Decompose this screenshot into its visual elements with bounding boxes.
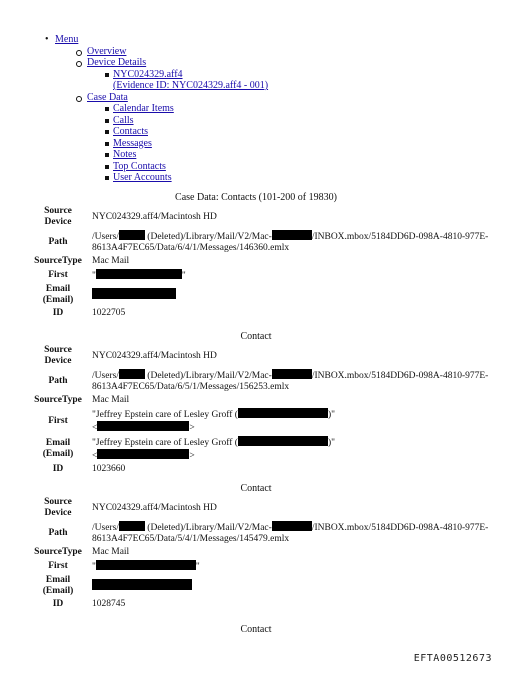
email-value: "Jeffrey Epstein care of Lesley Groff ( )" < > (92, 438, 336, 461)
redaction-box (272, 521, 312, 531)
navigation-menu (45, 34, 485, 184)
path-value: /Users/ (Deleted)/Library/Mail/V2/Mac- /INBOX.mbox/5184DD6D-098A-4810-977E-8613A4F7EC65/Data/6/4/1/Messages/146360.emlx (92, 232, 489, 253)
table-row (30, 283, 500, 307)
id-label: ID (52, 599, 64, 609)
email-value (89, 574, 500, 598)
redaction-box (238, 408, 328, 418)
redaction-box (119, 521, 145, 531)
menu-item-evidence (105, 69, 485, 92)
redaction-box (92, 579, 192, 590)
email-value (89, 283, 500, 307)
contact-record-1 (30, 205, 500, 320)
table-row (30, 368, 500, 394)
table-row (30, 307, 500, 320)
source-type-value: Mac Mail (92, 256, 130, 266)
notes-link[interactable]: Notes (113, 149, 137, 160)
redaction-box (238, 436, 328, 446)
source-device-label: Source Device (44, 497, 72, 518)
overview-link[interactable]: Overview (87, 45, 127, 57)
messages-link[interactable]: Messages (113, 137, 152, 149)
table-row (30, 496, 500, 520)
id-value: 1028745 (92, 599, 126, 609)
table-row (30, 598, 500, 611)
source-type-label: SourceType (34, 547, 82, 557)
redaction-box (92, 288, 176, 299)
path-value: /Users/ (Deleted)/Library/Mail/V2/Mac- /INBOX.mbox/5184DD6D-098A-4810-977E-8613A4F7EC65/Data/6/5/1/Messages/156253.emlx (92, 371, 489, 392)
menu-item-top-contacts (105, 161, 485, 173)
redaction-box (272, 230, 312, 240)
table-caption: Case Data: Contacts (101-200 of 19830) (175, 192, 337, 203)
redaction-box (96, 560, 196, 570)
redaction-box (272, 369, 312, 379)
table-row (30, 407, 500, 435)
contact-record-3 (30, 496, 500, 611)
table-row (30, 574, 500, 598)
menu-item-contacts (105, 126, 485, 138)
menu-item-device-details (75, 57, 485, 92)
table-row (30, 205, 500, 229)
table-row (30, 463, 500, 476)
email-label: Email (Email) (42, 284, 74, 305)
contact-record-2 (30, 344, 500, 476)
table-row (30, 394, 500, 407)
contacts-link[interactable]: Contacts (113, 126, 148, 137)
table-row (30, 344, 500, 368)
menu-item-notes (105, 149, 485, 161)
redaction-box (119, 230, 145, 240)
first-label: First (48, 561, 68, 571)
first-value: "Jeffrey Epstein care of Lesley Groff ( )" < > (92, 410, 336, 433)
first-value: " " (92, 271, 186, 281)
contact-caption: Contact (240, 624, 272, 635)
calls-link[interactable]: Calls (113, 114, 134, 126)
table-row (30, 520, 500, 546)
id-value: 1022705 (92, 308, 126, 318)
evidence-link[interactable] (113, 69, 268, 92)
evidence-id: (Evidence ID: NYC024329.aff4 - 001) (113, 80, 269, 91)
menu-item-messages (105, 138, 485, 150)
first-label: First (48, 270, 68, 280)
path-label: Path (48, 527, 68, 538)
source-type-label: SourceType (34, 395, 82, 405)
table-row (30, 255, 500, 268)
redaction-box (96, 269, 182, 279)
path-value: /Users/ (Deleted)/Library/Mail/V2/Mac- /INBOX.mbox/5184DD6D-098A-4810-977E-8613A4F7EC65/Data/5/4/1/Messages/145479.emlx (92, 523, 489, 544)
case-data-link[interactable]: Case Data (87, 91, 128, 103)
contact-caption: Contact (240, 331, 272, 342)
table-row (30, 546, 500, 559)
top-contacts-link[interactable]: Top Contacts (113, 160, 166, 172)
source-type-label: SourceType (34, 256, 82, 266)
menu-item-calls (105, 115, 485, 127)
user-accounts-link[interactable]: User Accounts (113, 172, 172, 183)
id-label: ID (52, 308, 64, 318)
email-label: Email (Email) (42, 438, 74, 459)
source-type-value: Mac Mail (92, 395, 130, 405)
menu-item-calendar-items (105, 103, 485, 115)
table-row (30, 559, 500, 574)
redaction-box (119, 369, 145, 379)
source-device-value: NYC024329.aff4/Macintosh HD (92, 502, 217, 513)
menu-item-user-accounts (105, 172, 485, 184)
path-label: Path (48, 236, 68, 247)
contact-caption: Contact (240, 483, 272, 494)
table-row (30, 229, 500, 255)
redaction-box (97, 449, 189, 459)
menu-item-case-data (75, 92, 485, 184)
table-row (30, 268, 500, 283)
device-details-link[interactable]: Device Details (87, 57, 147, 68)
path-label: Path (48, 375, 68, 386)
id-label: ID (52, 464, 64, 474)
menu-root (45, 34, 485, 184)
id-value: 1023660 (92, 464, 126, 474)
source-type-value: Mac Mail (92, 547, 130, 557)
first-value: " " (92, 562, 200, 572)
calendar-items-link[interactable]: Calendar Items (113, 103, 174, 114)
source-device-label: Source Device (44, 345, 72, 366)
evidence-name: NYC024329.aff4 (113, 68, 183, 80)
menu-link[interactable]: Menu (55, 34, 79, 45)
redaction-box (97, 421, 189, 431)
first-label: First (48, 415, 68, 426)
email-label: Email (Email) (42, 575, 74, 596)
menu-item-overview (75, 46, 485, 58)
source-device-value: NYC024329.aff4/Macintosh HD (92, 350, 217, 361)
document-id-footer: EFTA00512673 (413, 653, 492, 664)
source-device-label: Source Device (44, 206, 72, 227)
source-device-value: NYC024329.aff4/Macintosh HD (92, 211, 217, 222)
table-row (30, 435, 500, 463)
